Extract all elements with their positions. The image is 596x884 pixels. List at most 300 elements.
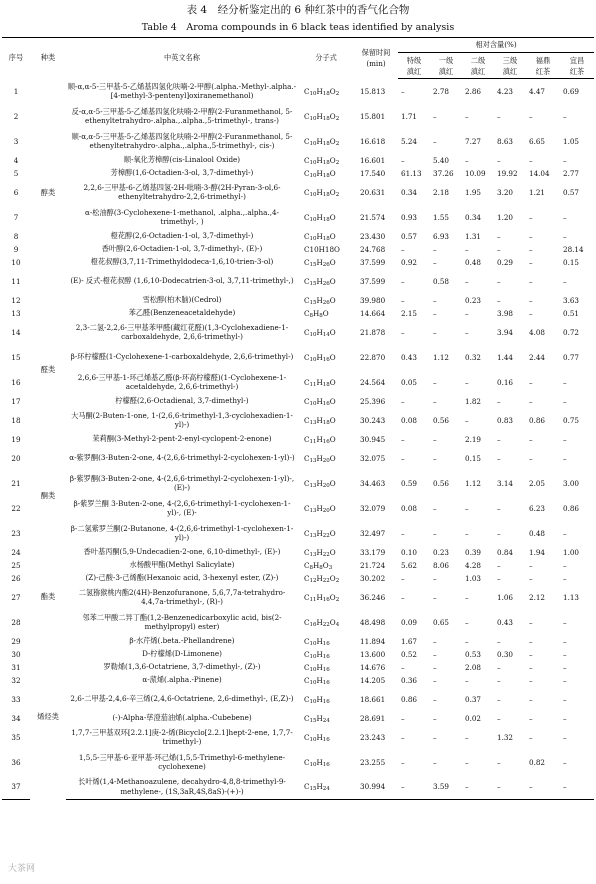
relative-content-6: – [563,617,567,627]
table-row [2,661,594,674]
relative-content-2: 8.06 [433,560,450,570]
relative-content-2: 37.26 [433,168,454,178]
relative-content-1: 0.52 [401,649,418,659]
molecular-formula: $C_{13}H_{20}O$ [304,478,336,489]
retention-time: 14.664 [360,308,386,318]
relative-content-4: 0.29 [497,257,514,267]
retention-time: 24.768 [360,244,386,254]
retention-time: 24.564 [360,377,386,387]
relative-content-4: 1.44 [497,352,514,362]
row-index: 12 [11,295,21,305]
relative-content-6: – [563,111,567,121]
relative-content-2: – [433,434,437,444]
row-index: 21 [11,478,21,488]
row-index: 23 [11,528,21,538]
row-index: 30 [11,649,21,659]
relative-content-5: – [529,453,533,463]
relative-content-1: 61.13 [401,168,422,178]
relative-content-5: 2.05 [529,478,546,488]
row-index: 36 [11,757,21,767]
relative-content-1: 0.10 [401,547,418,557]
relative-content-1: – [401,327,405,337]
relative-content-4: – [497,694,501,704]
header-relative: 相对含量(%) [398,38,594,53]
relative-content-6: – [563,675,567,685]
relative-content-6: 0.51 [563,308,580,318]
row-index: 7 [13,212,19,222]
relative-content-1: – [401,528,405,538]
relative-content-5: – [529,244,533,254]
compound-name: 茉莉酮(3-Methyl-2-pent-2-enyl-cyclopent-2-enone) [92,434,272,444]
relative-content-3: – [465,415,469,425]
relative-content-4: – [497,244,501,254]
row-index: 8 [13,231,19,241]
molecular-formula: $C_{10}H_{16}O$ [304,352,336,363]
relative-content-2: – [433,636,437,646]
retention-time: 32.075 [360,453,386,463]
compound-name: α-蒎烯(.alpha.-Pinene) [142,675,222,685]
retention-time: 15.801 [360,111,386,121]
relative-content-4: – [497,662,501,672]
row-index: 13 [11,308,21,318]
table-row [2,750,594,775]
table-row [2,320,594,345]
molecular-formula: $C_{15}H_{24}$ [304,713,330,724]
relative-content-2: – [433,713,437,723]
table-row [2,521,594,546]
compound-name: β-二氢紫罗兰酮(2-Butanone, 4-(2,6,6-trimethyl-1-cyclohexen-1-yl)-) [70,523,294,542]
relative-content-1: 0.36 [401,675,418,685]
relative-content-4: 3.20 [497,187,514,197]
table-row [2,572,594,585]
row-index: 24 [11,547,21,557]
relative-content-5: 0.82 [529,757,546,767]
table-row [2,546,594,559]
relative-content-3: – [465,327,469,337]
relative-content-1: 0.08 [401,503,418,513]
compound-name: β-水芹烯(.beta.-Phellandrene) [129,636,235,646]
row-index: 5 [13,168,19,178]
watermark: 大茶网 [8,864,36,874]
relative-content-2: – [433,675,437,685]
relative-content-2: 0.58 [433,276,450,286]
header-name: 中英文名称 [66,38,298,79]
molecular-formula: $C_{10}H_{16}$ [304,757,330,768]
relative-content-1: – [401,662,405,672]
retention-time: 17.540 [360,168,386,178]
relative-content-5: 2.12 [529,592,546,602]
table-row [2,307,594,320]
relative-content-3: 1.12 [465,478,482,488]
relative-content-6: – [563,212,567,222]
relative-content-2: 1.55 [433,212,450,222]
relative-content-2: – [433,694,437,704]
molecular-formula: $C_{10}H_{18}O_2$ [304,136,340,147]
relative-content-3: – [465,528,469,538]
relative-content-1: – [401,155,405,165]
molecular-formula: $C_{10}H_{16}$ [304,675,330,686]
relative-content-2: 0.56 [433,478,450,488]
retention-time: 13.600 [360,649,386,659]
aroma-table [2,37,594,800]
molecular-formula: $C_{10}H_{14}O$ [304,327,336,338]
row-index: 2 [13,111,19,121]
retention-time: 21.724 [360,560,386,570]
retention-time: 34.463 [360,478,386,488]
molecular-formula: $C_{13}H_{20}O$ [304,453,336,464]
relative-content-3: – [465,617,469,627]
row-index: 17 [11,396,21,406]
compound-name: 2,6,6-三甲基-1-环己烯基乙醛(β-环高柠檬醛)(1-Cyclohexene-1-acetaldehyde, 2,6,6-trimethyl-) [77,372,287,391]
table-row [2,446,594,471]
relative-content-1: 5.24 [401,136,418,146]
relative-content-4: – [497,675,501,685]
molecular-formula: $C_8H_8O_3$ [304,560,333,571]
relative-content-4: – [494,775,526,800]
relative-content-3: 0.02 [465,713,482,723]
relative-content-5: – [529,649,533,659]
row-index: 19 [11,434,21,444]
relative-content-1: 0.05 [401,377,418,387]
class-label: 酮类 [40,490,56,500]
retention-time: 21.878 [360,327,386,337]
relative-content-3: – [465,675,469,685]
molecular-formula: $C_{15}H_{24}$ [298,775,354,800]
table-row [2,79,594,104]
table-row [2,725,594,750]
relative-content-2: – [433,732,437,742]
relative-content-5: – [529,257,533,267]
molecular-formula: $C_{10}H_{18}O_2$ [304,155,340,166]
relative-content-3: – [465,757,469,767]
relative-content-1: 1.67 [401,636,418,646]
relative-content-5: 2.44 [529,352,546,362]
relative-content-3: 2.19 [465,434,482,444]
relative-content-4: 0.16 [497,377,514,387]
compound-name: 苯乙醛(Benzeneacetaldehyde) [128,308,236,318]
retention-time: 28.691 [360,713,386,723]
relative-content-1: 0.57 [401,231,418,241]
molecular-formula: $C_{10}H_{18}O$ [304,231,336,242]
retention-time: 11.894 [360,636,386,646]
row-index: 4 [13,155,19,165]
compound-name: D-柠檬烯(D-Limonene) [142,649,222,659]
relative-content-2: – [433,662,437,672]
relative-content-3: 1.03 [465,573,482,583]
row-index: 35 [11,732,21,742]
relative-content-4: – [497,276,501,286]
molecular-formula: $C_{10}H_{18}O_2$ [304,187,340,198]
relative-content-5: – [529,434,533,444]
relative-content-2: – [433,757,437,767]
molecular-formula: $C_{10}H_{18}O$ [304,168,336,179]
relative-content-3: – [465,111,469,121]
relative-content-6: 28.14 [563,244,584,254]
relative-content-5: 0.86 [529,415,546,425]
row-index: 16 [11,377,21,387]
molecular-formula: $C_{13}H_{18}O$ [304,415,336,426]
relative-content-2: 3.59 [430,775,462,800]
relative-content-3: – [465,308,469,318]
relative-content-1: – [401,713,405,723]
relative-content-6: 0.57 [563,187,580,197]
relative-content-3: – [465,636,469,646]
relative-content-6: – [563,662,567,672]
compound-name: (-)-Alpha-荜澄茄油烯(.alpha.-Cubebene) [112,713,252,723]
row-index: 37 [2,775,30,800]
molecular-formula: $C_{12}H_{22}O_2$ [304,573,340,584]
molecular-formula: $C_{10}H_{16}O$ [304,396,336,407]
relative-content-6: – [563,649,567,659]
relative-content-5: – [529,155,533,165]
relative-content-6: 0.15 [563,257,580,267]
compound-name: β-紫罗酮(3-Buten-2-one, 4-(2,6,6-trimethyl-2-cyclohexen-1-yl)-, (E)-) [69,473,295,492]
relative-content-3: 0.32 [465,352,482,362]
relative-content-6: 0.86 [563,503,580,513]
row-index: 6 [13,187,19,197]
header-tea-4: 三级 滇红 [494,53,526,79]
compound-name: 香叶醇(2,6-Octadien-1-ol, 3,7-dimethyl-, (E)-) [101,244,263,254]
relative-content-2: – [433,136,437,146]
compound-name: 2,2,6-三甲基-6-乙烯基四氢-2H-吡喃-3-醇(2H-Pyran-3-ol,6-ethenyltetrahydro-2,2,6-trimethyl-) [83,182,281,201]
table-row [2,269,594,294]
retention-time: 21.574 [360,212,386,222]
table-row [2,395,594,408]
relative-content-4: 19.92 [497,168,518,178]
class-label: 酯类 [40,591,56,601]
table-row [2,205,594,230]
table-row [2,294,594,307]
molecular-formula: $C_{15}H_{26}O$ [304,295,336,306]
row-index: 1 [13,86,19,96]
relative-content-4: 3.98 [497,308,514,318]
table-row [2,230,594,243]
table-title-cn: 表 4 经分析鉴定出的 6 种红茶中的香气化合物 [186,4,410,16]
relative-content-5: – [529,212,533,222]
relative-content-1: – [398,775,430,800]
relative-content-2: 0.56 [433,415,450,425]
header-tea-5: 福鼎 红茶 [526,53,560,79]
table-row [2,687,594,712]
relative-content-2: – [433,573,437,583]
relative-content-3: – [465,503,469,513]
relative-content-3: 2.86 [465,86,482,96]
table-row [2,648,594,661]
relative-content-6: 0.69 [563,86,580,96]
class-label: 醇类 [40,187,56,197]
relative-content-5: – [529,231,533,241]
relative-content-1: 0.34 [401,187,418,197]
relative-content-5: – [529,713,533,723]
relative-content-2: – [433,649,437,659]
relative-content-6: 1.13 [563,592,580,602]
relative-content-5: 6.23 [529,503,546,513]
relative-content-2: – [433,308,437,318]
molecular-formula: $C_{10}H_{18}O_2$ [304,86,340,97]
row-index: 20 [11,453,21,463]
relative-content-5: – [529,560,533,570]
relative-content-5: – [529,111,533,121]
molecular-formula: $C_{10}H_{18}O_2$ [304,111,340,122]
relative-content-3: 0.23 [465,295,482,305]
relative-content-4: – [497,396,501,406]
molecular-formula: $C_{16}H_{22}O_4$ [304,617,340,628]
retention-time: 14.676 [360,662,386,672]
compound-name: 芳樟醇(1,6-Octadien-3-ol, 3,7-dimethyl-) [110,168,254,178]
molecular-formula: $C_{13}H_{22}O$ [304,528,336,539]
relative-content-4: – [497,434,501,444]
relative-content-1: – [401,592,405,602]
class-label: 醛类 [40,364,56,374]
relative-content-1: 0.08 [401,415,418,425]
relative-content-3: 1.31 [465,231,482,241]
relative-content-4: 3.94 [497,327,514,337]
molecular-formula: $C_{15}H_{26}O$ [304,276,336,287]
compound-name: 顺-α,α-5-三甲基-5-乙烯基四氢化呋喃-2-甲醇(.alpha.-Methyl-.alpha.-[4-methyl-3-pentenyl]oxiranemethanol) [67,81,297,100]
relative-content-6: 1.00 [563,547,580,557]
relative-content-1: – [401,573,405,583]
relative-content-4: 3.14 [497,478,514,488]
relative-content-1: – [401,396,405,406]
relative-content-6: 2.77 [563,168,580,178]
relative-content-3: 4.28 [465,560,482,570]
relative-content-4: – [497,573,501,583]
row-index: 25 [11,560,21,570]
retention-time: 15.813 [360,86,386,96]
header-formula: 分子式 [298,38,354,79]
compound-name: 1,7,7-三甲基双环[2.2.1]庚-2-烯(Bicyclo[2.2.1]hept-2-ene, 1,7,7-trimethyl-) [71,727,293,746]
relative-content-4: 0.30 [497,649,514,659]
compound-name: (Z)-己酸-3-己烯酯(Hexanoic acid, 3-hexenyl ester, (Z)-) [85,573,279,583]
relative-content-6: 0.72 [563,327,580,337]
relative-content-2: – [433,592,437,602]
retention-time: 30.243 [360,415,386,425]
relative-content-6: – [563,757,567,767]
compound-name: β-紫罗兰酮 3-Buten-2-one, 4-(2,6,6-trimethyl-1-cyclohexen-1-yl)-, (E)- [73,498,291,517]
relative-content-5: – [529,675,533,685]
molecular-formula: $C_{10}H_{16}$ [304,636,330,647]
relative-content-4: – [497,636,501,646]
relative-content-6: 0.77 [563,352,580,362]
relative-content-5: – [529,308,533,318]
relative-content-1: 0.43 [401,352,418,362]
relative-content-2: – [433,453,437,463]
molecular-formula: $C_{13}H_{20}O$ [304,503,336,514]
relative-content-3: 0.53 [465,649,482,659]
relative-content-3: 1.82 [465,396,482,406]
relative-content-4: 4.23 [497,86,514,96]
relative-content-1: – [401,732,405,742]
row-index: 15 [11,352,21,362]
table-row [2,433,594,446]
relative-content-3: – [465,732,469,742]
relative-content-1: – [401,434,405,444]
relative-content-5: – [529,694,533,704]
table-row [2,559,594,572]
compound-name: 反-α,α-5-三甲基-5-乙烯基四氢化呋喃-2-甲醇(2-Furanmethanol, 5-ethenyltetrahydro-.alpha.,.alpha.,5-trimethyl-, trans-) [71,106,293,125]
relative-content-1: 0.92 [401,257,418,267]
table-row [2,408,594,433]
table-body [2,79,594,800]
relative-content-2: – [433,396,437,406]
row-index: 31 [11,662,21,672]
relative-content-4: 1.20 [497,212,514,222]
compound-name: β-环柠檬醛(1-Cyclohexene-1-carboxaldehyde, 2,6,6-trimethyl-) [70,352,294,362]
relative-content-2: – [433,257,437,267]
row-index: 14 [11,327,21,337]
relative-content-2: – [433,295,437,305]
table-row [2,496,594,521]
relative-content-6: – [563,694,567,704]
retention-time: 30.202 [360,573,386,583]
relative-content-2: 0.23 [433,547,450,557]
relative-content-2: – [433,377,437,387]
relative-content-4: – [497,503,501,513]
row-index: 33 [11,694,21,704]
relative-content-1: – [401,453,405,463]
molecular-formula: $C_{10}H_{16}$ [304,649,330,660]
relative-content-3: – [465,244,469,254]
table-row [2,167,594,180]
relative-content-1: – [401,86,405,96]
row-index: 32 [11,675,21,685]
header-class: 种类 [30,38,66,79]
relative-content-6: – [563,276,567,286]
compound-name: α-紫罗酮(3-Buten-2-one, 4-(2,6,6-trimethyl-2-cyclohexen-1-yl)-) [69,453,295,463]
relative-content-5: – [529,732,533,742]
relative-content-2: – [433,111,437,121]
table-row [2,471,594,496]
relative-content-1: – [401,295,405,305]
retention-time: 39.980 [360,295,386,305]
relative-content-2: – [433,327,437,337]
row-index: 27 [11,592,21,602]
relative-content-4: – [497,295,501,305]
retention-time: 16.618 [360,136,386,146]
relative-content-4: 1.06 [497,592,514,602]
compound-name: 罗勒烯(1,3,6-Octatriene, 3,7-dimethyl-, (Z)-) [103,662,261,672]
table-row [2,129,594,154]
relative-content-1: 0.09 [401,617,418,627]
table-row [2,180,594,205]
relative-content-1: 2.15 [401,308,418,318]
row-index: 22 [11,503,21,513]
table-row [2,243,594,256]
row-index: 28 [11,617,21,627]
molecular-formula: $C_{10}H_{18}O$ [304,212,336,223]
relative-content-6: – [563,434,567,444]
relative-content-5: 1.94 [529,547,546,557]
molecular-formula: $C_{11}H_{16}O$ [304,434,336,445]
relative-content-3: – [462,775,494,800]
row-index: 26 [11,573,21,583]
relative-content-6: – [563,560,567,570]
table-title-en: Table 4 Aroma compounds in 6 black teas identified by analysis [141,22,455,33]
relative-content-6: 0.75 [563,415,580,425]
table-row [2,345,594,370]
retention-time: 32.079 [360,503,386,513]
relative-content-1: 0.86 [401,694,418,704]
table-row [2,154,594,167]
relative-content-2: 5.40 [433,155,450,165]
row-index: 18 [11,415,21,425]
header-tea-1: 特级 滇红 [398,53,430,79]
header-rt: 保留时间 (min) [354,38,398,79]
relative-content-2: 6.93 [433,231,450,241]
relative-content-4: – [497,111,501,121]
retention-time: 18.661 [360,694,386,704]
table-row [2,712,594,725]
